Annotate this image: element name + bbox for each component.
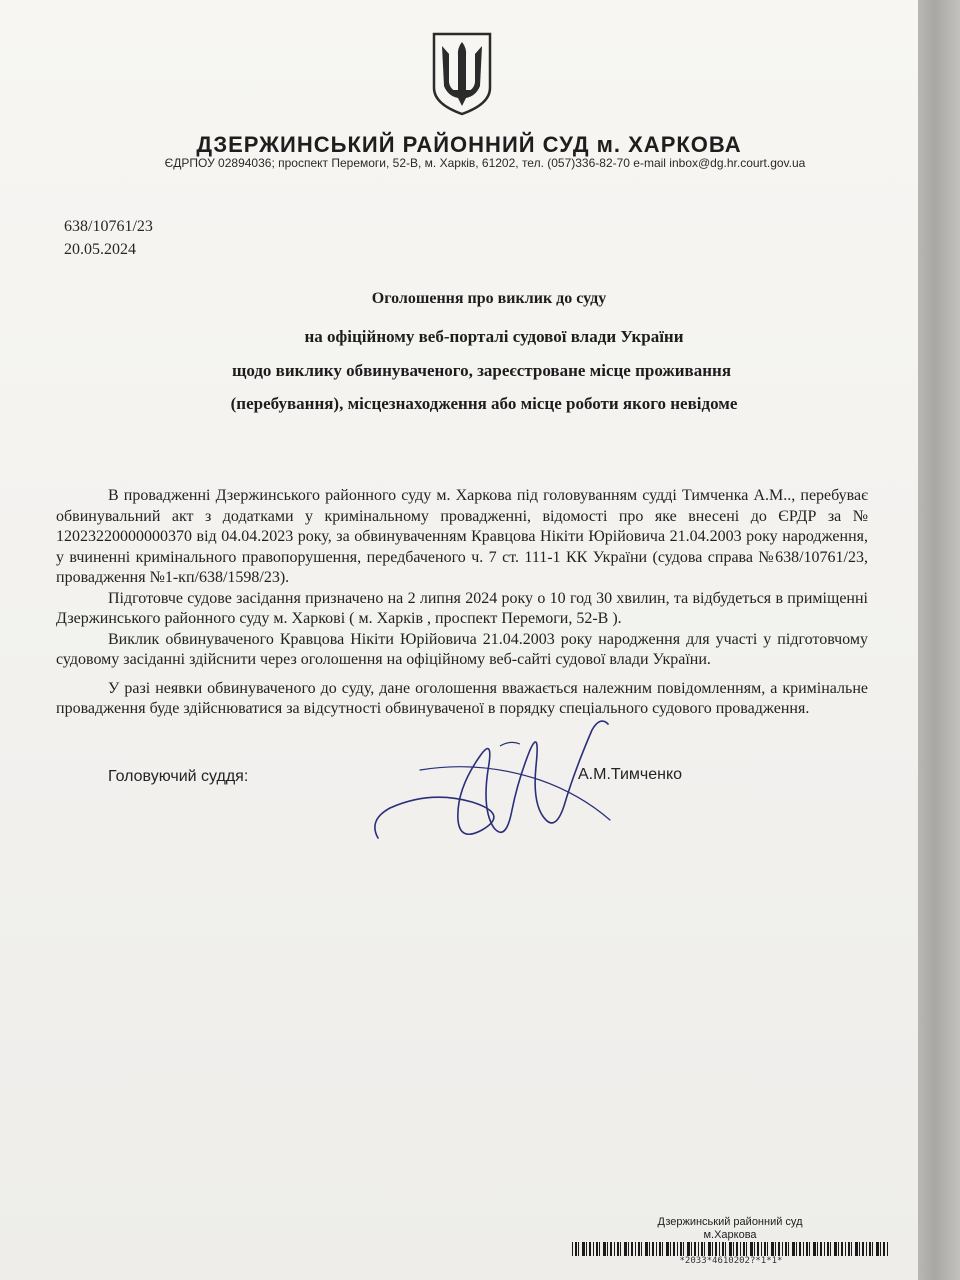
barcode-bar (599, 1242, 600, 1256)
paragraph-proceedings: В провадженні Дзержинського районного суду м. Харкова під головуванням судді Тимченка А.М.., перебуває обвинувальний акт з додатками у кримінальному провадженні, відомості про яке внесені до ЄРДР за № 12023220000000370 від 04.04.2023 року, за обвинуваченням Кравцова Нікіти Юрійовича 21.04.2003 року народження, у вчиненні кримінального правопорушення, передбаченого ч. 7 ст. 111-1 КК України (судова справа №638/10761/23, провадження №1-кп/638/1598/23). (56, 487, 868, 586)
barcode-bar (652, 1242, 654, 1256)
barcode-bar (771, 1242, 774, 1256)
title-line-4: (перебування), місцезнаходження або місце роботи якого невідоме (230, 394, 738, 413)
barcode-bar (855, 1242, 858, 1256)
barcode-bar (708, 1242, 711, 1256)
court-contacts: ЄДРПОУ 02894036; проспект Перемоги, 52-В, м. Харків, 61202, тел. (057)336-82-70 e-mail inbox@dg.hr.court.gov.ua (164, 156, 806, 170)
barcode-bar (869, 1242, 871, 1256)
title-line-3: щодо виклику обвинуваченого, зареєстроване місце проживання (231, 361, 732, 380)
barcode-bar (746, 1242, 747, 1256)
barcode-bar (645, 1242, 648, 1256)
barcode-bar (757, 1242, 759, 1256)
barcode-bar (803, 1242, 804, 1256)
barcode-bar (845, 1242, 846, 1256)
barcode-bar (740, 1242, 741, 1256)
table-surface (918, 0, 960, 1280)
barcode-bar (683, 1242, 684, 1256)
barcode-bar (809, 1242, 810, 1256)
barcode-bar (848, 1242, 850, 1256)
barcode-bar (725, 1242, 726, 1256)
paragraph-nonappearance: У разі неявки обвинуваченого до суду, дане оголошення вважається належним повідомленням, а кримінальне провадження буде здійснюватися за відсутності обвинуваченої в порядку спеціального судового провадження. (56, 679, 868, 717)
title-line-1: Оголошення про виклик до суду (371, 290, 607, 307)
barcode-bar (572, 1242, 573, 1256)
barcode-bar (582, 1242, 585, 1256)
barcode-bar (578, 1242, 579, 1256)
barcode-bar (824, 1242, 825, 1256)
barcode-bar (662, 1242, 663, 1256)
barcode-bar (883, 1242, 885, 1256)
barcode-bar (701, 1242, 703, 1256)
stamp-city: м.Харкова (703, 1229, 757, 1241)
barcode-bar (603, 1242, 606, 1256)
barcode-bar (841, 1242, 843, 1256)
barcode-bar (796, 1242, 797, 1256)
barcode-bar (792, 1242, 795, 1256)
barcode-bar (649, 1242, 650, 1256)
barcode-bar (761, 1242, 762, 1256)
barcode-bar (820, 1242, 822, 1256)
barcode-bar (722, 1242, 724, 1256)
barcode-bar (743, 1242, 745, 1256)
barcode-bar (641, 1242, 642, 1256)
barcode (572, 1242, 890, 1256)
barcode-bar (862, 1242, 864, 1256)
barcode-bar (589, 1242, 591, 1256)
barcode-bar (813, 1242, 816, 1256)
barcode-bar (659, 1242, 661, 1256)
stamp-court-name: Дзержинський районний суд (657, 1216, 803, 1228)
announcement-body (56, 486, 868, 720)
barcode-number: *2033*4610202?*1*1* (679, 1256, 783, 1266)
barcode-bar (670, 1242, 671, 1256)
barcode-bar (750, 1242, 753, 1256)
barcode-bar (806, 1242, 808, 1256)
barcode-bar (631, 1242, 633, 1256)
barcode-bar (788, 1242, 789, 1256)
barcode-bar (712, 1242, 713, 1256)
barcode-bar (830, 1242, 831, 1256)
trident-emblem-icon (430, 30, 494, 118)
barcode-bar (817, 1242, 818, 1256)
barcode-bar (680, 1242, 682, 1256)
barcode-bar (673, 1242, 675, 1256)
document-date: 20.05.2024 (64, 241, 136, 258)
barcode-bar (593, 1242, 594, 1256)
barcode-bar (610, 1242, 612, 1256)
barcode-bar (767, 1242, 768, 1256)
barcode-bar (729, 1242, 732, 1256)
barcode-bar (586, 1242, 587, 1256)
barcode-bar (719, 1242, 720, 1256)
barcode-bar (872, 1242, 873, 1256)
barcode-bar (778, 1242, 780, 1256)
paragraph-hearing: Підготовче судове засідання призначено на 2 липня 2024 року о 10 год 30 хвилин, та відбудеться в приміщенні Дзержинського районного суду м. Харкові ( м. Харків , проспект Перемоги, 52-В ). (56, 589, 868, 627)
barcode-bar (838, 1242, 839, 1256)
barcode-bar (851, 1242, 852, 1256)
barcode-bar (575, 1242, 577, 1256)
barcode-bar (656, 1242, 657, 1256)
barcode-bar (704, 1242, 705, 1256)
case-number: 638/10761/23 (64, 218, 153, 235)
barcode-bar (694, 1242, 696, 1256)
barcode-bar (785, 1242, 787, 1256)
barcode-bar (635, 1242, 636, 1256)
barcode-bar (859, 1242, 860, 1256)
barcode-bar (624, 1242, 627, 1256)
barcode-bar (733, 1242, 734, 1256)
barcode-bar (775, 1242, 776, 1256)
barcode-bar (715, 1242, 717, 1256)
barcode-bar (691, 1242, 692, 1256)
barcode-bar (736, 1242, 738, 1256)
barcode-bar (614, 1242, 615, 1256)
title-line-2: на офіційному веб-порталі судової влади України (304, 327, 684, 346)
barcode-bar (677, 1242, 678, 1256)
barcode-bar (617, 1242, 619, 1256)
barcode-bar (876, 1242, 879, 1256)
paragraph-summons: Виклик обвинуваченого Кравцова Нікіти Юрійовича 21.04.2003 року народження для участі у підготовчому судовому засіданні здійснити через оголошення на офіційному веб-сайті судової влади України. (56, 630, 868, 668)
court-name: ДЗЕРЖИНСЬКИЙ РАЙОННИЙ СУД м. ХАРКОВА (196, 132, 742, 157)
barcode-bar (866, 1242, 867, 1256)
barcode-bar (687, 1242, 690, 1256)
barcode-bar (887, 1242, 888, 1256)
barcode-bar (607, 1242, 608, 1256)
barcode-bar (596, 1242, 598, 1256)
barcode-bar (638, 1242, 640, 1256)
barcode-bar (666, 1242, 669, 1256)
barcode-bar (628, 1242, 629, 1256)
barcode-bar (782, 1242, 783, 1256)
signer-name: А.М.Тимченко (578, 766, 683, 783)
barcode-bar (880, 1242, 881, 1256)
barcode-bar (754, 1242, 755, 1256)
barcode-bar (764, 1242, 766, 1256)
signer-role: Головуючий суддя: (108, 768, 249, 785)
barcode-bar (827, 1242, 829, 1256)
barcode-bar (799, 1242, 801, 1256)
barcode-bar (834, 1242, 837, 1256)
barcode-bar (698, 1242, 699, 1256)
barcode-bar (620, 1242, 621, 1256)
